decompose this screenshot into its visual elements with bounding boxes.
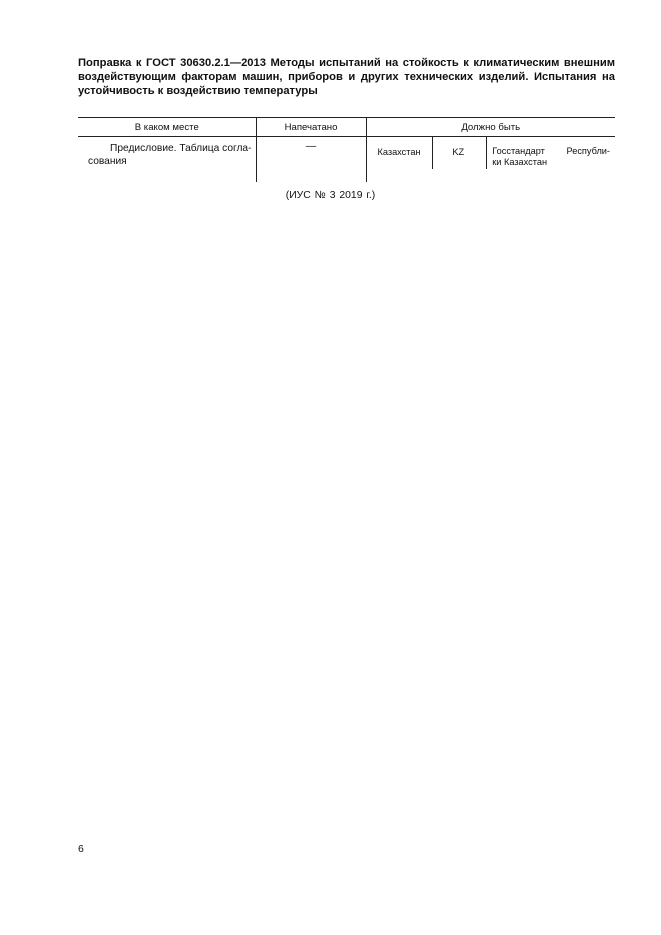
org-line-1: Госстандарт Республи-: [492, 146, 610, 156]
cell-country: Казахстан: [367, 137, 434, 169]
cell-country-code: KZ: [433, 137, 487, 169]
amendment-table-container: [78, 117, 615, 182]
amendment-table: [78, 117, 615, 182]
header-where: В каком месте: [78, 118, 256, 137]
amendment-title: [78, 56, 615, 98]
header-should-be: Должно быть: [366, 118, 615, 137]
cell-organization: [487, 137, 615, 169]
where-line-1: Предисловие. Таблица согла-: [110, 143, 252, 154]
title-line-2: воздействующим факторам машин, приборов и других технических изделий. Испытания на: [78, 71, 615, 83]
title-line-3: устойчивость к воздействию температуры: [78, 85, 318, 97]
cell-where: [78, 137, 256, 183]
publication-source: (ИУС № 3 2019 г.): [285, 190, 376, 201]
table-header-row: [78, 118, 615, 137]
title-line-1: Поправка к ГОСТ 30630.2.1—2013 Методы испытаний на стойкость к климатическим внешним: [78, 57, 615, 69]
org-line-2: ки Казахстан: [492, 157, 548, 167]
should-be-subtable: [367, 137, 616, 169]
table-row: [78, 137, 615, 183]
cell-should-be: [366, 137, 615, 183]
page-number: 6: [78, 843, 84, 855]
header-printed: Напечатано: [256, 118, 366, 137]
cell-printed: —: [256, 137, 366, 183]
where-line-2: сования: [88, 156, 127, 167]
